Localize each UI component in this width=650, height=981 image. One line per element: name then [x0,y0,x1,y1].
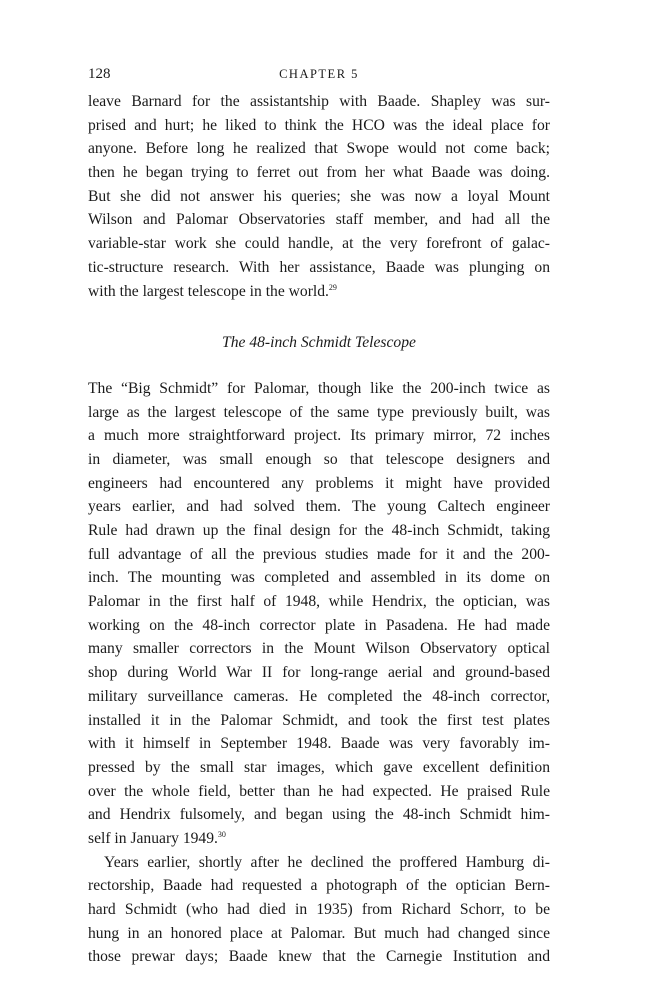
footnote-marker[interactable]: 29 [328,282,337,292]
text-line: in diameter, was small enough so that telescope designers and [88,450,550,468]
text-line: those prewar days; Baade knew that the Carnegie Institution and [88,948,550,966]
text-line: and Hendrix fulsomely, and began using the 48-inch Schmidt him- [88,806,550,824]
text-line-last [88,827,550,851]
text-line: rectorship, Baade had requested a photograph of the optician Bern- [88,877,550,895]
text-line: anyone. Before long he realized that Swope would not come back; [88,140,550,158]
text-line: over the whole field, better than he had expected. He praised Rule [88,782,550,800]
text-line: many smaller correctors in the Mount Wilson Observatory optical [88,640,550,658]
book-page [88,64,550,969]
text-line: hung in an honored place at Palomar. But much had changed since [88,924,550,942]
footnote-marker[interactable]: 30 [217,829,226,839]
text-line: large as the largest telescope of the same type previously built, was [88,403,550,421]
chapter-label: CHAPTER 5 [279,67,359,81]
text-line: shop during World War II for long-range aerial and ground-based [88,664,550,682]
text-line-content: with the largest telescope in the world. [88,282,329,300]
paragraph-continued [88,90,550,303]
text-line: The “Big Schmidt” for Palomar, though like the 200-inch twice as [88,379,550,397]
text-line: then he began trying to ferret out from her what Baade was doing. [88,164,550,182]
section-heading: The 48-inch Schmidt Telescope [222,334,416,352]
text-line: years earlier, and had solved them. The young Caltech engineer [88,498,550,516]
text-line: engineers had encountered any problems it might have provided [88,474,550,492]
text-line: full advantage of all the previous studies made for it and the 200- [88,545,550,563]
text-line: inch. The mounting was completed and assembled in its dome on [88,569,550,587]
text-line: tic-structure research. With her assistance, Baade was plunging on [88,258,550,276]
page-number: 128 [88,66,111,82]
paragraph-schmidt-photograph [88,851,550,969]
text-line: installed it in the Palomar Schmidt, and took the first test plates [88,711,550,729]
text-line: hard Schmidt (who had died in 1935) from Richard Schorr, to be [88,901,550,919]
text-line: Palomar in the first half of 1948, while Hendrix, the optician, was [88,593,550,611]
text-line: working on the 48-inch corrector plate in Pasadena. He had made [88,616,550,634]
text-line: pressed by the small star images, which gave excellent definition [88,758,550,776]
text-line: leave Barnard for the assistantship with Baade. Shapley was sur- [88,93,550,110]
text-line: Wilson and Palomar Observatories staff member, and had all the [88,211,550,229]
text-line: a much more straightforward project. Its primary mirror, 72 inches [88,427,550,445]
paragraph-big-schmidt [88,377,550,851]
text-line: But she did not answer his queries; she was now a loyal Mount [88,187,550,205]
text-line: with it himself in September 1948. Baade was very favorably im- [88,735,550,753]
running-head [88,64,550,84]
text-line: variable-star work she could handle, at the very forefront of galac- [88,235,550,253]
text-line-content: self in January 1949. [88,829,218,847]
text-line-last [88,280,550,304]
text-line-indented: Years earlier, shortly after he declined the proffered Hamburg di- [104,853,550,871]
text-line: Rule had drawn up the final design for the 48-inch Schmidt, taking [88,522,550,540]
text-line: military surveillance cameras. He completed the 48-inch corrector, [88,687,550,705]
text-line: prised and hurt; he liked to think the HCO was the ideal place for [88,116,550,134]
